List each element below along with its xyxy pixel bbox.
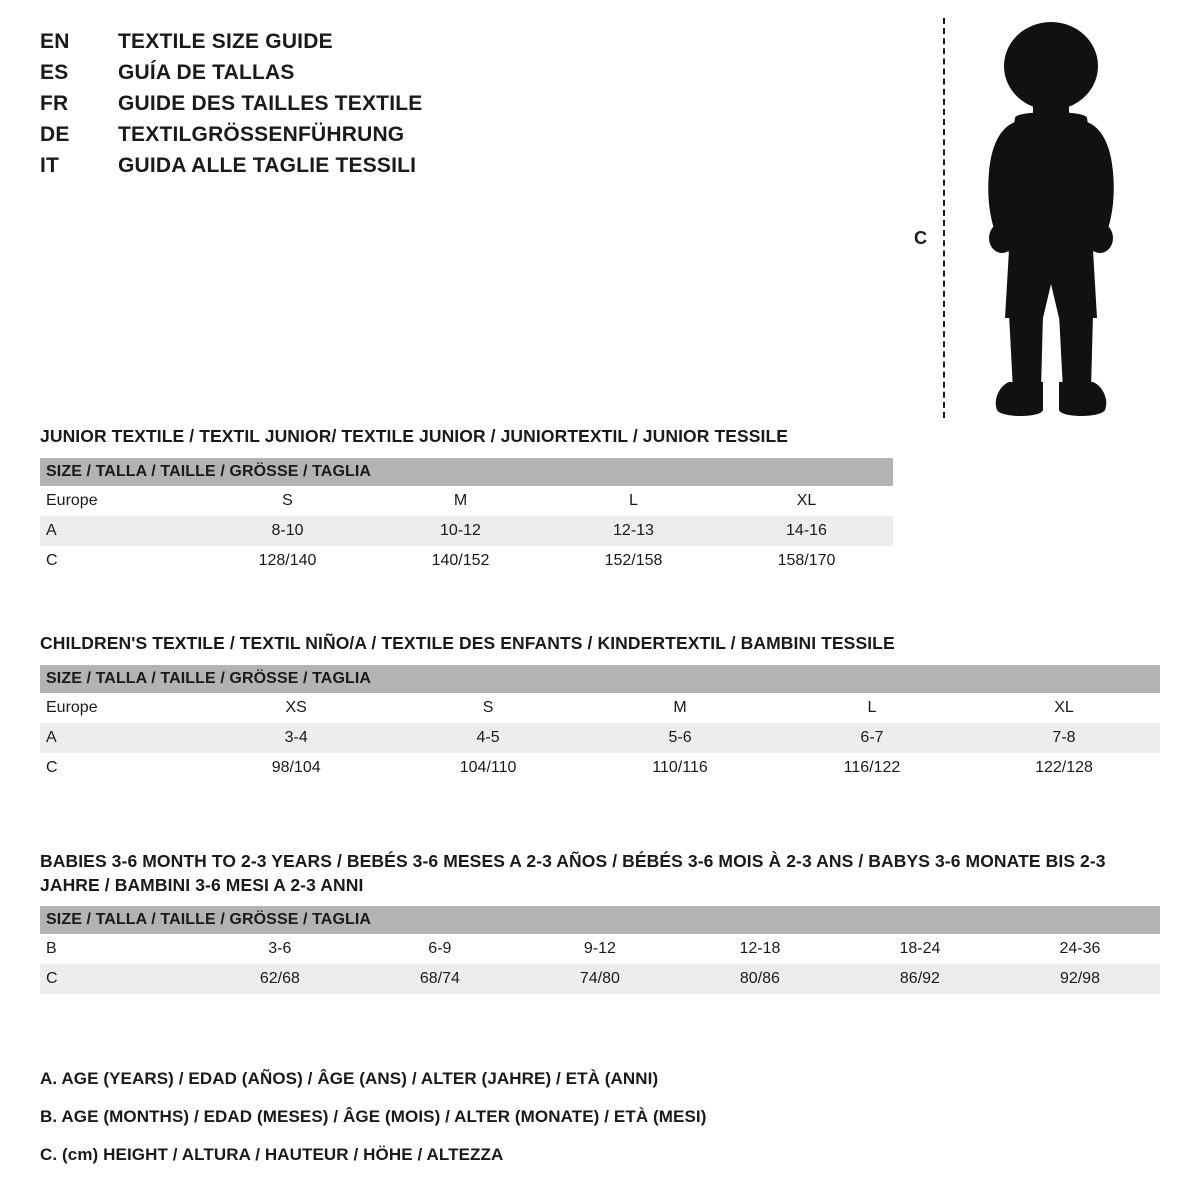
row-label: C	[46, 758, 58, 776]
cell-value: S	[282, 491, 293, 509]
cell-value: XS	[285, 698, 307, 716]
cell-value: L	[629, 491, 638, 509]
language-title: GUÍA DE TALLAS	[118, 61, 295, 84]
cell-value: M	[673, 698, 687, 716]
language-code: DE	[40, 123, 70, 146]
cell-value: 8-10	[271, 521, 304, 539]
language-row	[40, 30, 660, 61]
cell-value: 74/80	[579, 970, 620, 988]
table-band-label: SIZE / TALLA / TAILLE / GRÖSSE / TAGLIA	[40, 458, 893, 486]
section-title: CHILDREN'S TEXTILE / TEXTIL NIÑO/A / TEXTILE DES ENFANTS / KINDERTEXTIL / BAMBINI TESSILE	[40, 633, 895, 653]
language-code: ES	[40, 61, 69, 84]
cell-value: 10-12	[440, 521, 481, 539]
table-row	[40, 723, 1160, 753]
cell-value: 158/170	[777, 551, 836, 569]
table-band-label: SIZE / TALLA / TAILLE / GRÖSSE / TAGLIA	[40, 665, 1160, 693]
cell-value: M	[453, 491, 468, 509]
child-silhouette-icon	[955, 18, 1145, 423]
table-row	[40, 934, 1160, 964]
cell-value: 14-16	[786, 521, 827, 539]
cell-value: 80/86	[739, 970, 780, 988]
language-code: FR	[40, 92, 69, 115]
footnote-age-years: A. AGE (YEARS) / EDAD (AÑOS) / ÂGE (ANS) / ALTER (JAHRE) / ETÀ (ANNI)	[40, 1069, 659, 1088]
language-row	[40, 61, 660, 92]
footnotes-block	[40, 1070, 1160, 1184]
section-title: JUNIOR TEXTILE / TEXTIL JUNIOR/ TEXTILE JUNIOR / JUNIORTEXTIL / JUNIOR TESSILE	[40, 426, 789, 446]
cell-value: 110/116	[652, 758, 708, 776]
footnote-age-months: B. AGE (MONTHS) / EDAD (MESES) / ÂGE (MOIS) / ALTER (MONATE) / ETÀ (MESI)	[40, 1107, 707, 1126]
cell-value: 12-13	[613, 521, 654, 539]
section-babies-textile	[40, 850, 1160, 994]
size-table-babies	[40, 906, 1160, 994]
cell-value: 12-18	[739, 940, 781, 958]
cell-value: 18-24	[899, 940, 941, 958]
row-label: B	[46, 940, 57, 958]
cell-value: 116/122	[843, 758, 901, 776]
cell-value: XL	[1054, 698, 1074, 716]
cell-value: 140/152	[431, 551, 490, 569]
cell-value: 5-6	[668, 728, 692, 746]
height-dashed-line	[943, 18, 945, 418]
section-title: BABIES 3-6 MONTH TO 2-3 YEARS / BEBÉS 3-6 MESES A 2-3 AÑOS / BÉBÉS 3-6 MOIS À 2-3 ANS / BABYS 3-6 MONATE BIS 2-3 JAHRE / BAMBINI 3-6 MESI A 2-3 ANNI	[40, 851, 1106, 895]
table-row	[40, 693, 1160, 723]
language-title-block	[40, 30, 660, 185]
row-label: A	[46, 521, 57, 539]
row-label: C	[46, 970, 58, 988]
cell-value: XL	[796, 491, 817, 509]
table-band-row	[40, 458, 893, 486]
cell-value: 24-36	[1059, 940, 1101, 958]
table-band-label: SIZE / TALLA / TAILLE / GRÖSSE / TAGLIA	[40, 906, 1160, 934]
table-row	[40, 964, 1160, 994]
table-row	[40, 486, 893, 516]
table-band-row	[40, 906, 1160, 934]
size-table-children	[40, 665, 1160, 783]
height-axis-label: C	[914, 228, 927, 248]
height-figure	[900, 10, 1160, 420]
cell-value: 98/104	[271, 758, 321, 776]
language-row	[40, 92, 660, 123]
cell-value: 62/68	[259, 970, 300, 988]
language-code: EN	[40, 30, 70, 53]
cell-value: 128/140	[258, 551, 317, 569]
row-label: Europe	[46, 491, 98, 509]
cell-value: 4-5	[476, 728, 500, 746]
row-label: A	[46, 728, 57, 746]
cell-value: 68/74	[419, 970, 460, 988]
language-code: IT	[40, 154, 60, 177]
cell-value: 152/158	[604, 551, 663, 569]
language-title: TEXTILE SIZE GUIDE	[118, 30, 333, 53]
cell-value: 6-9	[428, 940, 452, 958]
cell-value: S	[482, 698, 494, 716]
table-row	[40, 546, 893, 576]
table-row	[40, 753, 1160, 783]
language-title: GUIDE DES TAILLES TEXTILE	[118, 92, 423, 115]
table-row	[40, 516, 893, 546]
section-junior-textile	[40, 425, 1160, 576]
cell-value: 122/128	[1035, 758, 1093, 776]
language-row	[40, 123, 660, 154]
language-title: TEXTILGRÖSSENFÜHRUNG	[118, 123, 405, 146]
cell-value: 104/110	[459, 758, 517, 776]
section-childrens-textile	[40, 632, 1160, 783]
cell-value: 86/92	[899, 970, 940, 988]
cell-value: 7-8	[1052, 728, 1076, 746]
cell-value: 3-4	[284, 728, 308, 746]
cell-value: 92/98	[1059, 970, 1100, 988]
table-band-row	[40, 665, 1160, 693]
row-label: C	[46, 551, 58, 569]
cell-value: L	[867, 698, 877, 716]
size-table-junior	[40, 458, 893, 576]
language-row	[40, 154, 660, 185]
row-label: Europe	[46, 698, 98, 716]
footnote-height: C. (cm) HEIGHT / ALTURA / HAUTEUR / HÖHE / ALTEZZA	[40, 1145, 504, 1164]
cell-value: 9-12	[583, 940, 616, 958]
cell-value: 3-6	[268, 940, 292, 958]
language-title: GUIDA ALLE TAGLIE TESSILI	[118, 154, 417, 177]
cell-value: 6-7	[860, 728, 884, 746]
